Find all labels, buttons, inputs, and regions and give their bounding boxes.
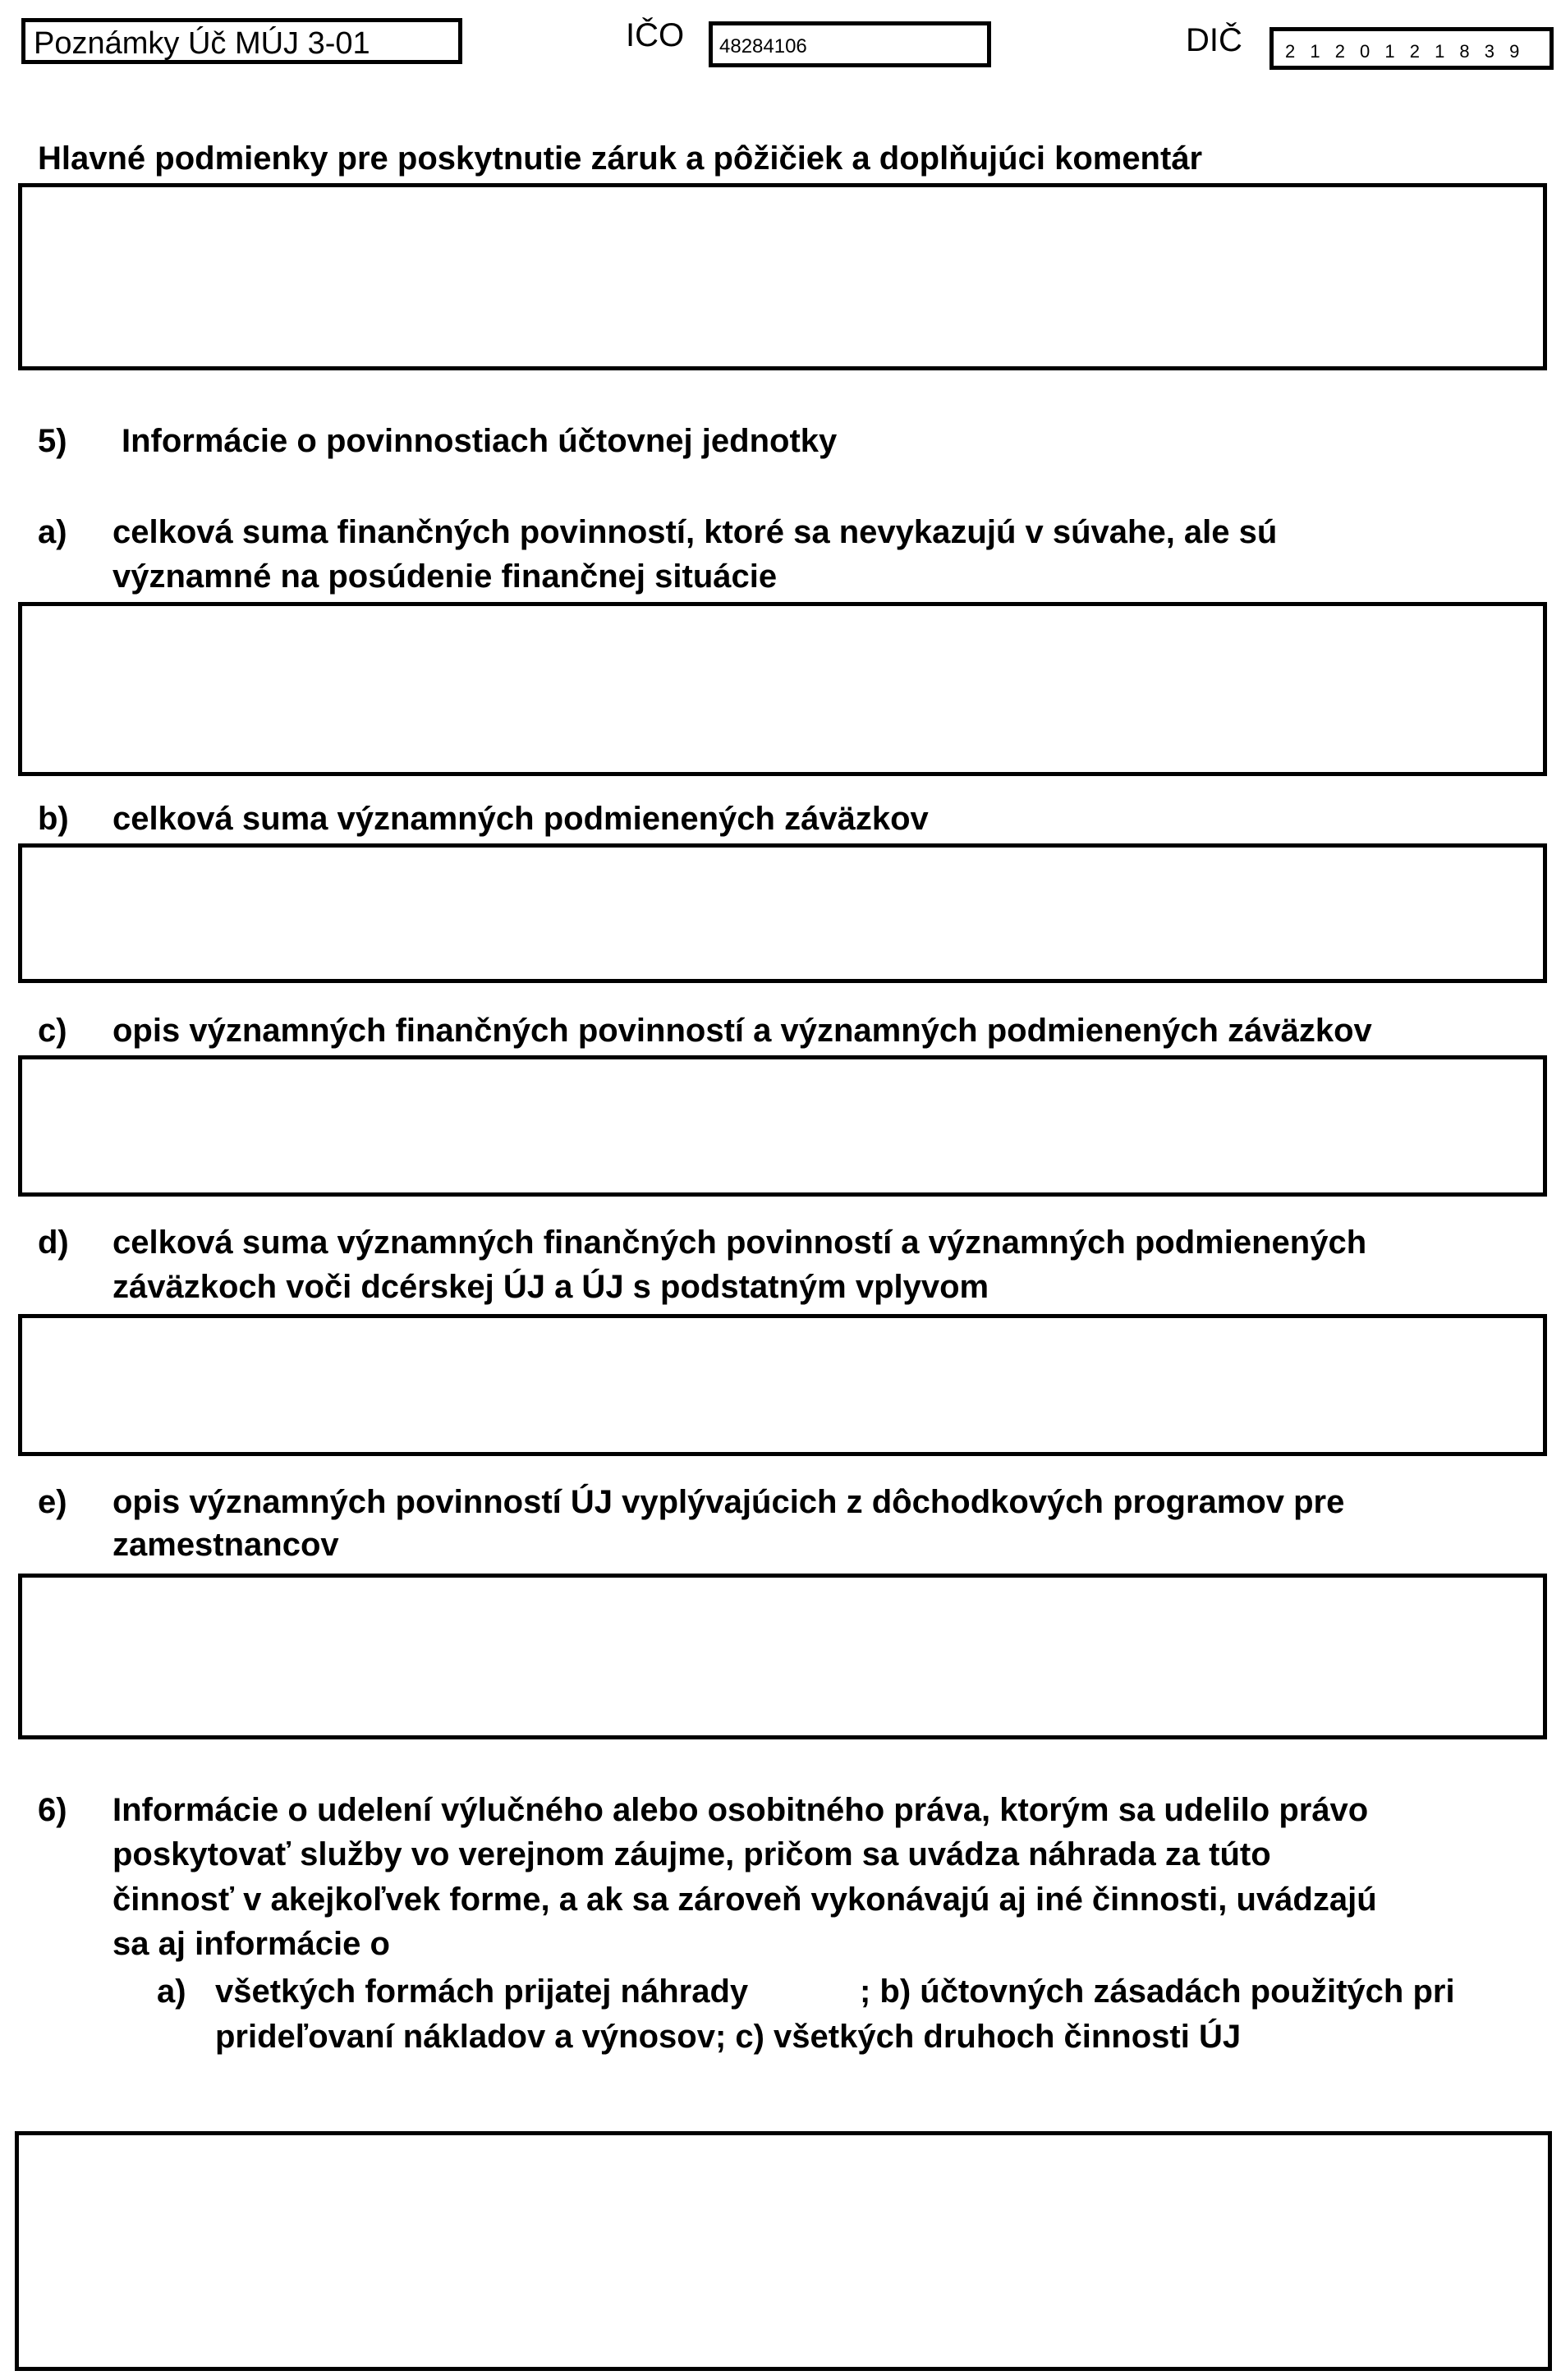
item-d-text: celková suma významných finančných povinností a významných podmienených bbox=[112, 1224, 1367, 1261]
item-b-box[interactable] bbox=[18, 843, 1547, 983]
item-e-box[interactable] bbox=[18, 1574, 1547, 1739]
dic-label: DIČ bbox=[1186, 22, 1242, 58]
ico-value: 48284106 bbox=[719, 35, 807, 57]
section6-text: sa aj informácie o bbox=[112, 1926, 390, 1962]
item-d-label: d) bbox=[38, 1224, 69, 1261]
item-c-text: opis významných finančných povinností a významných podmienených záväzkov bbox=[112, 1013, 1372, 1049]
section5-title: Informácie o povinnostiach účtovnej jednotky bbox=[122, 423, 838, 459]
item-a-text: významné na posúdenie finančnej situácie bbox=[112, 558, 778, 595]
section5-number: 5) bbox=[38, 423, 67, 459]
section6-sub-text: ; b) účtovných zásadách použitých pri bbox=[860, 1973, 1455, 2010]
item-c-box[interactable] bbox=[18, 1055, 1547, 1197]
section6-sub-text: prideľovaní nákladov a výnosov; c) všetkých druhoch činnosti ÚJ bbox=[215, 2019, 1242, 2055]
item-a-label: a) bbox=[38, 514, 67, 550]
section6-box[interactable] bbox=[15, 2131, 1552, 2371]
dic-value: 2 1 2 0 1 2 1 8 3 9 bbox=[1285, 41, 1525, 62]
ico-field[interactable] bbox=[709, 21, 991, 67]
item-d-box[interactable] bbox=[18, 1314, 1547, 1456]
item-e-text: zamestnancov bbox=[112, 1527, 339, 1563]
intro-heading: Hlavné podmienky pre poskytnutie záruk a pôžičiek a doplňujúci komentár bbox=[38, 140, 1203, 177]
item-e-text: opis významných povinností ÚJ vyplývajúcich z dôchodkových programov pre bbox=[112, 1484, 1345, 1520]
item-e-label: e) bbox=[38, 1484, 67, 1520]
form-title-box bbox=[21, 18, 462, 64]
section6-text: poskytovať služby vo verejnom záujme, pričom sa uvádza náhrada za túto bbox=[112, 1836, 1271, 1872]
item-b-label: b) bbox=[38, 801, 69, 837]
section6-number: 6) bbox=[38, 1792, 67, 1828]
item-a-box[interactable] bbox=[18, 602, 1547, 776]
section6-text: Informácie o udelení výlučného alebo osobitného práva, ktorým sa udelilo právo bbox=[112, 1792, 1369, 1828]
ico-label: IČO bbox=[626, 17, 685, 53]
item-d-text: záväzkoch voči dcérskej ÚJ a ÚJ s podstatným vplyvom bbox=[112, 1269, 989, 1305]
item-b-text: celková suma významných podmienených záväzkov bbox=[112, 801, 929, 837]
intro-comment-box[interactable] bbox=[18, 183, 1547, 370]
item-c-label: c) bbox=[38, 1013, 67, 1049]
section6-sub-label: a) bbox=[157, 1973, 186, 2010]
section6-text: činnosť v akejkoľvek forme, a ak sa zároveň vykonávajú aj iné činnosti, uvádzajú bbox=[112, 1881, 1377, 1918]
form-title: Poznámky Úč MÚJ 3-01 bbox=[34, 26, 370, 61]
dic-field[interactable] bbox=[1269, 27, 1554, 70]
section6-sub-text: všetkých formách prijatej náhrady bbox=[215, 1973, 749, 2010]
item-a-text: celková suma finančných povinností, ktoré sa nevykazujú v súvahe, ale sú bbox=[112, 514, 1278, 550]
